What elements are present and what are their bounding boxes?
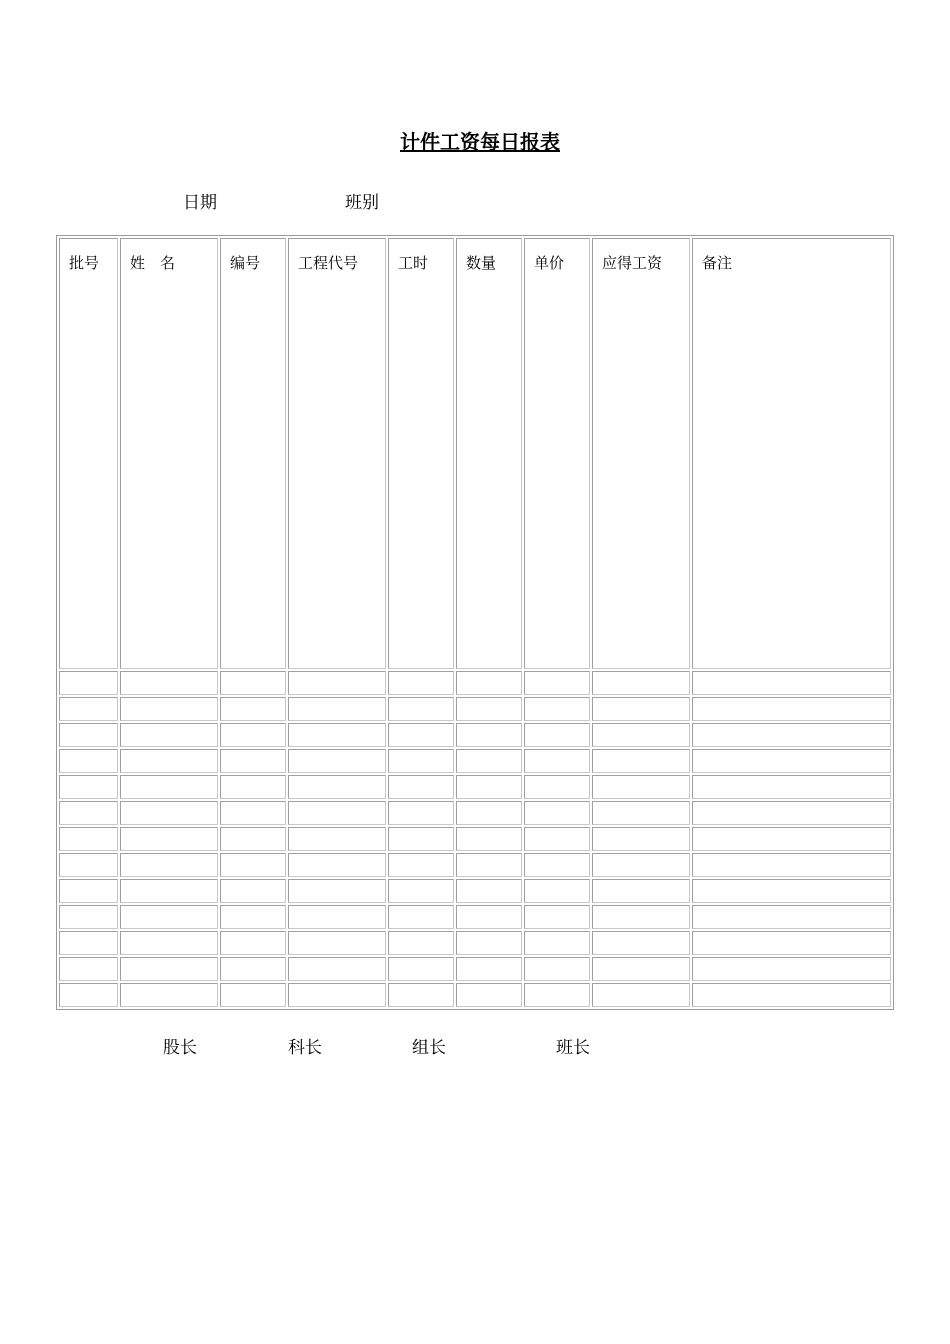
table-cell <box>59 957 118 981</box>
table-cell <box>59 749 118 773</box>
table-cell <box>288 697 386 721</box>
table-row <box>59 827 891 851</box>
table-cell <box>59 671 118 695</box>
header-cell-batch: 批号 <box>59 238 118 669</box>
table-cell <box>692 879 891 903</box>
table-cell <box>692 983 891 1007</box>
table-cell <box>388 749 454 773</box>
table-cell <box>120 801 218 825</box>
table-cell <box>692 801 891 825</box>
table-cell <box>524 671 590 695</box>
table-cell <box>692 749 891 773</box>
table-cell <box>120 905 218 929</box>
table-cell <box>388 801 454 825</box>
table-row <box>59 931 891 955</box>
table-cell <box>288 749 386 773</box>
table-cell <box>592 723 690 747</box>
table-cell <box>59 801 118 825</box>
table-row <box>59 697 891 721</box>
table-row <box>59 879 891 903</box>
table-cell <box>388 775 454 799</box>
table-cell <box>220 983 286 1007</box>
table-cell <box>592 931 690 955</box>
table-row <box>59 723 891 747</box>
shift-label: 班别 <box>345 193 379 213</box>
table-cell <box>59 879 118 903</box>
signature-group-leader: 组长 <box>412 1038 446 1058</box>
table-cell <box>524 749 590 773</box>
table-cell <box>220 931 286 955</box>
table-cell <box>220 749 286 773</box>
table-cell <box>120 749 218 773</box>
table-row <box>59 801 891 825</box>
header-cell-name: 姓 名 <box>120 238 218 669</box>
table-cell <box>524 827 590 851</box>
table-cell <box>59 905 118 929</box>
header-cell-number: 编号 <box>220 238 286 669</box>
table-header-row <box>59 238 891 669</box>
table-cell <box>120 957 218 981</box>
table-cell <box>220 671 286 695</box>
table-cell <box>220 723 286 747</box>
table-cell <box>524 957 590 981</box>
table-cell <box>692 775 891 799</box>
header-cell-process-code: 工程代号 <box>288 238 386 669</box>
table-cell <box>288 671 386 695</box>
table-cell <box>388 957 454 981</box>
table-cell <box>524 983 590 1007</box>
table-cell <box>456 905 522 929</box>
table-cell <box>456 931 522 955</box>
table-row <box>59 671 891 695</box>
table-row <box>59 749 891 773</box>
table-cell <box>456 749 522 773</box>
table-cell <box>692 957 891 981</box>
header-cell-quantity: 数量 <box>456 238 522 669</box>
table-cell <box>120 827 218 851</box>
table-cell <box>456 671 522 695</box>
table-cell <box>220 801 286 825</box>
table-cell <box>288 827 386 851</box>
table-cell <box>524 723 590 747</box>
table-body <box>59 238 891 1007</box>
table-cell <box>220 879 286 903</box>
header-cell-wage-due: 应得工资 <box>592 238 690 669</box>
table-cell <box>59 853 118 877</box>
table-cell <box>120 853 218 877</box>
table-cell <box>288 983 386 1007</box>
table-cell <box>524 801 590 825</box>
table-cell <box>592 853 690 877</box>
table-cell <box>288 723 386 747</box>
table-row <box>59 957 891 981</box>
table-cell <box>59 827 118 851</box>
table-cell <box>220 775 286 799</box>
signature-section-chief: 股长 <box>163 1038 197 1058</box>
table-cell <box>592 671 690 695</box>
table-cell <box>456 775 522 799</box>
table-cell <box>59 931 118 955</box>
table-cell <box>388 723 454 747</box>
table-cell <box>288 905 386 929</box>
table-cell <box>524 775 590 799</box>
table-cell <box>388 697 454 721</box>
table-cell <box>592 983 690 1007</box>
table-cell <box>59 723 118 747</box>
table-cell <box>220 827 286 851</box>
table-cell <box>592 879 690 903</box>
table-cell <box>288 879 386 903</box>
header-cell-hours: 工时 <box>388 238 454 669</box>
table-cell <box>592 827 690 851</box>
table-cell <box>456 697 522 721</box>
table-cell <box>288 957 386 981</box>
table-cell <box>388 879 454 903</box>
table-cell <box>288 931 386 955</box>
table-cell <box>120 931 218 955</box>
header-cell-unit-price: 单价 <box>524 238 590 669</box>
table-row <box>59 983 891 1007</box>
table-cell <box>59 983 118 1007</box>
table-cell <box>692 931 891 955</box>
signature-shift-leader: 班长 <box>556 1038 590 1058</box>
document-title <box>0 126 950 155</box>
table-cell <box>388 827 454 851</box>
table-cell <box>456 853 522 877</box>
table-cell <box>592 775 690 799</box>
table-cell <box>456 801 522 825</box>
table-cell <box>388 671 454 695</box>
table-cell <box>120 879 218 903</box>
report-table <box>57 236 893 1009</box>
table-cell <box>59 697 118 721</box>
table-cell <box>288 853 386 877</box>
table-cell <box>220 697 286 721</box>
table-cell <box>388 983 454 1007</box>
table-cell <box>692 671 891 695</box>
table-cell <box>120 723 218 747</box>
table-cell <box>692 827 891 851</box>
table-cell <box>220 905 286 929</box>
table-cell <box>524 905 590 929</box>
table-cell <box>592 905 690 929</box>
table-cell <box>288 801 386 825</box>
table-row <box>59 853 891 877</box>
table-cell <box>456 983 522 1007</box>
table-cell <box>288 775 386 799</box>
table-cell <box>120 983 218 1007</box>
table-cell <box>456 723 522 747</box>
header-cell-remarks: 备注 <box>692 238 891 669</box>
report-table-frame <box>56 235 894 1010</box>
table-cell <box>592 801 690 825</box>
signature-department-chief: 科长 <box>288 1038 322 1058</box>
table-cell <box>120 671 218 695</box>
table-cell <box>456 879 522 903</box>
table-cell <box>592 957 690 981</box>
table-cell <box>524 879 590 903</box>
date-label: 日期 <box>183 193 217 213</box>
table-cell <box>120 775 218 799</box>
table-cell <box>456 827 522 851</box>
table-row <box>59 775 891 799</box>
table-cell <box>692 853 891 877</box>
table-cell <box>388 931 454 955</box>
table-cell <box>524 697 590 721</box>
table-cell <box>220 853 286 877</box>
table-cell <box>592 749 690 773</box>
table-cell <box>524 853 590 877</box>
table-cell <box>456 957 522 981</box>
table-cell <box>692 697 891 721</box>
table-cell <box>220 957 286 981</box>
table-cell <box>692 723 891 747</box>
table-cell <box>592 697 690 721</box>
table-cell <box>59 775 118 799</box>
title-text: 计件工资每日报表 <box>400 130 560 154</box>
table-cell <box>388 905 454 929</box>
table-cell <box>524 931 590 955</box>
table-cell <box>388 853 454 877</box>
table-cell <box>120 697 218 721</box>
table-row <box>59 905 891 929</box>
table-cell <box>692 905 891 929</box>
